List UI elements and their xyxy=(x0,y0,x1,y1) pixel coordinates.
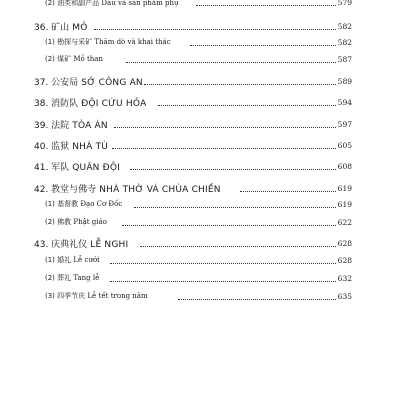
toc-entry-title: (2) 煤矿 Mỏ than xyxy=(45,55,103,63)
toc-page-number: 605 xyxy=(337,141,352,150)
toc-leader-dots xyxy=(122,224,338,226)
toc-leader-dots xyxy=(140,245,338,247)
toc-entry-title: 43. 庆典礼仪 LỄ NGHI xyxy=(34,237,129,250)
toc-page-number: 582 xyxy=(337,22,352,31)
toc-entry-title: (1) 勘探与采矿 Thăm dò và khai thác xyxy=(45,38,171,46)
toc-leader-dots xyxy=(158,104,338,106)
toc-entry xyxy=(0,96,400,112)
toc-page-number: 628 xyxy=(337,239,352,248)
toc-entry-title: 38. 消防队 ĐỘI CỨU HỎA xyxy=(34,96,147,109)
toc-entry-title: (1) 基督教 Đạo Cơ Đốc xyxy=(45,200,123,208)
toc-entry-title: 40. 监狱 NHÀ TÙ xyxy=(34,139,109,152)
toc-page-number: 619 xyxy=(337,184,352,193)
toc-leader-dots xyxy=(110,280,338,282)
toc-leader-dots xyxy=(178,298,338,300)
toc-entry xyxy=(0,75,400,91)
toc-entry xyxy=(0,182,400,198)
toc-entry xyxy=(0,217,400,233)
toc-leader-dots xyxy=(134,206,338,208)
toc-leader-dots xyxy=(130,168,338,170)
toc-entry-title: (1) 婚礼 Lễ cưới xyxy=(45,256,100,264)
toc-leader-dots xyxy=(112,147,338,149)
toc-leader-dots xyxy=(240,190,338,192)
toc-entry xyxy=(0,273,400,289)
toc-entry xyxy=(0,54,400,70)
toc-entry xyxy=(0,118,400,134)
toc-entry-title: 39. 法院 TÒA ÁN xyxy=(34,118,109,131)
toc-entry xyxy=(0,255,400,271)
toc-entry-title: 37. 公安局 SỞ CÔNG AN xyxy=(34,75,144,88)
toc-leader-dots xyxy=(110,262,338,264)
toc-entry-title: 42. 教堂与佛寺 NHÀ THỜ VÀ CHÙA CHIỀN xyxy=(34,182,222,195)
toc-entry xyxy=(0,160,400,176)
toc-leader-dots xyxy=(144,83,338,85)
toc-entry xyxy=(0,139,400,155)
toc-entry-title: (2) 油类和副产品 Dầu và sản phẩm phụ xyxy=(45,0,179,7)
toc-entry-title: (2) 佛教 Phật giáo xyxy=(45,218,107,226)
toc-entry xyxy=(0,20,400,36)
toc-page-number: 622 xyxy=(337,218,352,227)
toc-leader-dots xyxy=(196,4,338,6)
toc-entry-title: 41. 军队 QUÂN ĐỘI xyxy=(34,160,121,173)
toc-page-number: 608 xyxy=(337,162,352,171)
toc-entry xyxy=(0,199,400,215)
toc-page-number: 635 xyxy=(337,292,352,301)
toc-leader-dots xyxy=(126,61,338,63)
toc-page-number: 597 xyxy=(337,120,352,129)
toc-page-number: 632 xyxy=(337,274,352,283)
toc-entry xyxy=(0,0,400,14)
toc-entry xyxy=(0,291,400,307)
toc-entry-title: (2) 葬礼 Tang lễ xyxy=(45,274,100,282)
toc-entry-title: (3) 四季节庆 Lễ tết trong năm xyxy=(45,292,148,300)
toc-leader-dots xyxy=(190,44,338,46)
toc-leader-dots xyxy=(94,28,338,30)
toc-page-number: 628 xyxy=(337,256,352,265)
toc-entry-title: 36. 矿山 MỎ xyxy=(34,20,89,33)
toc-page-number: 619 xyxy=(337,200,352,209)
toc-entry xyxy=(0,37,400,53)
toc-page-number: 594 xyxy=(337,98,352,107)
toc-entry xyxy=(0,237,400,253)
toc-leader-dots xyxy=(114,126,338,128)
toc-page-number: 582 xyxy=(337,38,352,47)
toc-page-number: 589 xyxy=(337,77,352,86)
toc-page-number: 579 xyxy=(337,0,352,7)
toc-page-number: 587 xyxy=(337,55,352,64)
